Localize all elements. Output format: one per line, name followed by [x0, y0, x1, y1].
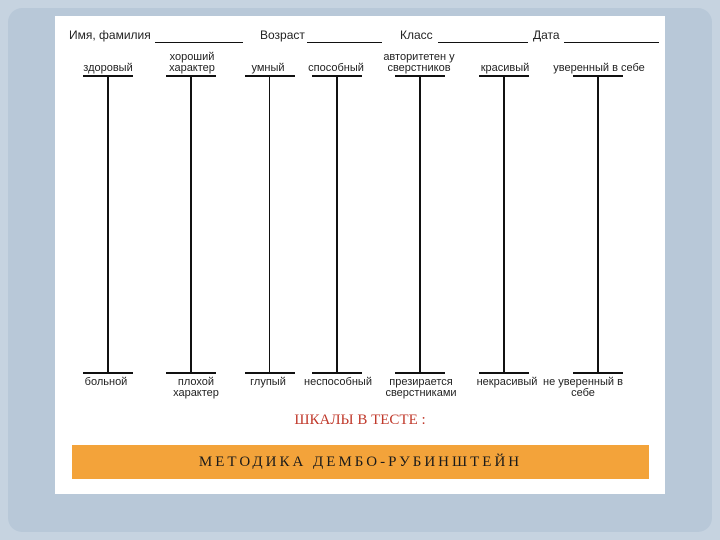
scale-top-label: хороший характер [169, 51, 215, 74]
age-line [307, 42, 382, 43]
scale-top-label: уверенный в себе [553, 62, 645, 74]
scale-line [597, 75, 599, 372]
scale-top-label: умный [251, 62, 285, 74]
scale-bottom-cap [312, 372, 362, 374]
scale-top-label: красивый [480, 62, 530, 74]
scale-bottom-cap [479, 372, 529, 374]
scale-bottom-cap [573, 372, 623, 374]
date-label: Дата [533, 28, 560, 42]
scale-bottom-label: больной [84, 376, 128, 388]
age-label: Возраст [260, 28, 305, 42]
scale-line [503, 75, 505, 372]
scale-top-label: авторитетен у сверстников [383, 51, 455, 74]
scale-bottom-label: глупый [250, 376, 286, 388]
scale-bottom-cap [245, 372, 295, 374]
scale-line [419, 75, 421, 372]
scale-bottom-label: некрасивый [476, 376, 538, 388]
scale-top-label: способный [308, 62, 364, 74]
scale-line [107, 75, 109, 372]
slide-subtitle: ШКАЛЫ В ТЕСТЕ : [294, 412, 426, 428]
scale-bottom-label: не уверенный в себе [543, 376, 623, 399]
scale-bottom-cap [166, 372, 216, 374]
name-label: Имя, фамилия [69, 28, 151, 42]
class-line [438, 42, 528, 43]
date-line [564, 42, 659, 43]
scale-bottom-label: плохой характер [173, 376, 219, 399]
scale-line [336, 75, 338, 372]
scale-line [190, 75, 192, 372]
scale-line [269, 75, 270, 372]
name-line [155, 42, 243, 43]
scale-bottom-label: презирается сверстниками [385, 376, 457, 399]
scale-bottom-cap [395, 372, 445, 374]
scale-bottom-cap [83, 372, 133, 374]
scale-bottom-label: неспособный [304, 376, 372, 388]
title-banner [72, 445, 649, 479]
slide-title: МЕТОДИКА ДЕМБО-РУБИНШТЕЙН [198, 454, 523, 470]
scale-top-label: здоровый [83, 62, 133, 74]
scale-top-cap [245, 75, 295, 77]
class-label: Класс [400, 28, 433, 42]
